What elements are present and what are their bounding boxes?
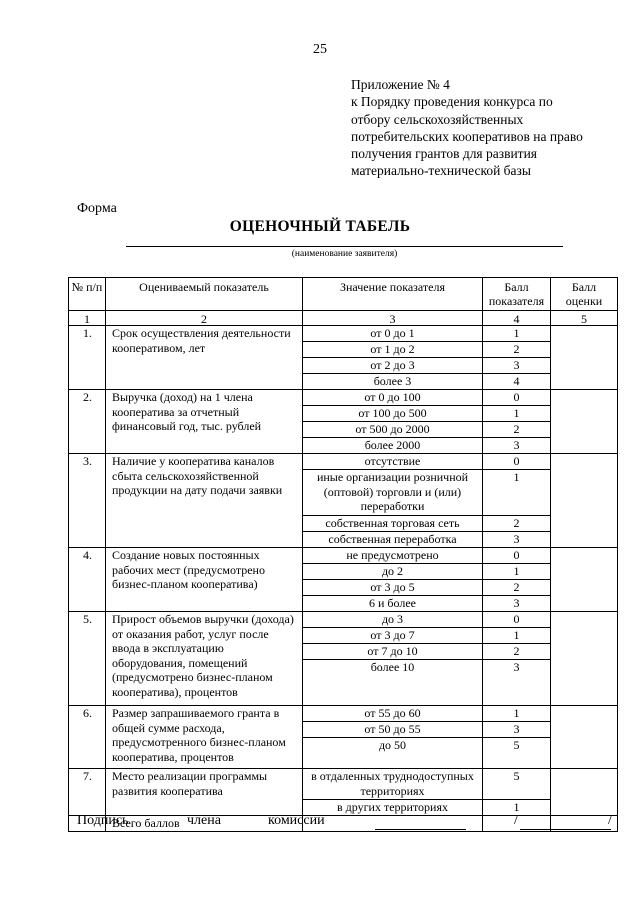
indicator-score: 5	[483, 769, 551, 800]
indicator-score: 1	[483, 470, 551, 516]
evaluation-table	[68, 277, 618, 832]
evaluation-table-body	[69, 326, 618, 832]
table-row	[69, 612, 618, 628]
indicator-value: отсутствие	[303, 454, 483, 470]
indicator-score: 0	[483, 548, 551, 564]
appendix-line: получения грантов для развития	[351, 146, 538, 162]
name-line	[520, 829, 611, 830]
indicator-score: 0	[483, 454, 551, 470]
table-row	[69, 326, 618, 342]
applicant-name-line	[126, 246, 563, 247]
indicator-score: 2	[483, 342, 551, 358]
indicator-value: собственная переработка	[303, 532, 483, 548]
indicator-value: в других территориях	[303, 800, 483, 816]
indicator-score: 2	[483, 580, 551, 596]
indicator-score: 2	[483, 516, 551, 532]
indicator-value: от 3 до 5	[303, 580, 483, 596]
grade-cell[interactable]	[551, 706, 618, 769]
appendix-line: Приложение № 4	[351, 77, 450, 92]
indicator-value: от 50 до 55	[303, 722, 483, 738]
table-row	[69, 769, 618, 800]
header-score: Балл показателя	[483, 278, 551, 311]
indicator-value: собственная торговая сеть	[303, 516, 483, 532]
form-label: Форма	[77, 201, 117, 216]
signature-line	[375, 829, 466, 830]
criterion-name: Место реализации программы развития кооператива	[106, 769, 303, 816]
signature-label: Подпись	[77, 813, 129, 828]
indicator-score: 2	[483, 422, 551, 438]
criterion-name: Размер запрашиваемого гранта в общей сумме расхода, предусмотренного бизнес-планом кооператива, процентов	[106, 706, 303, 769]
document-title: ОЦЕНОЧНЫЙ ТАБЕЛЬ	[229, 218, 411, 235]
table-row	[69, 454, 618, 470]
criterion-name: Создание новых постоянных рабочих мест (предусмотрено бизнес-планом кооператива)	[106, 548, 303, 612]
criterion-number: 3.	[69, 454, 106, 548]
column-number: 4	[483, 311, 551, 326]
indicator-value: от 100 до 500	[303, 406, 483, 422]
indicator-score: 3	[483, 660, 551, 706]
indicator-value: до 50	[303, 738, 483, 769]
grade-cell[interactable]	[551, 612, 618, 706]
indicator-score: 3	[483, 722, 551, 738]
indicator-value: до 3	[303, 612, 483, 628]
column-number: 1	[69, 311, 106, 326]
header-value: Значение показателя	[303, 278, 483, 311]
indicator-value: в отдаленных труднодоступных территориях	[303, 769, 483, 800]
criterion-number: 6.	[69, 706, 106, 769]
indicator-score: 2	[483, 644, 551, 660]
total-label: Всего баллов	[106, 816, 303, 832]
indicator-score: 5	[483, 738, 551, 769]
indicator-value: от 3 до 7	[303, 628, 483, 644]
criterion-name: Прирост объемов выручки (дохода) от оказания работ, услуг после ввода в эксплуатацию оборудования, помещений (предусмотрено бизнес-планом кооператива), процентов	[106, 612, 303, 706]
indicator-value: более 10	[303, 660, 483, 706]
appendix-line: потребительских кооперативов на право	[351, 128, 583, 144]
indicator-score: 1	[483, 326, 551, 342]
criterion-name: Выручка (доход) на 1 члена кооператива за отчетный финансовый год, тыс. рублей	[106, 390, 303, 454]
indicator-value: не предусмотрено	[303, 548, 483, 564]
appendix-line: к Порядку проведения конкурса по	[351, 94, 553, 110]
criterion-number: 5.	[69, 612, 106, 706]
table-row	[69, 390, 618, 406]
indicator-score: 3	[483, 596, 551, 612]
criterion-name: Срок осуществления деятельности кооперативом, лет	[106, 326, 303, 390]
indicator-value: от 0 до 100	[303, 390, 483, 406]
signature-member-word: члена	[187, 813, 221, 828]
column-number-row	[69, 311, 618, 326]
header-indicator: Оцениваемый показатель	[106, 278, 303, 311]
signature-row	[77, 813, 637, 833]
indicator-score: 3	[483, 358, 551, 374]
header-grade: Балл оценки	[551, 278, 618, 311]
grade-cell[interactable]	[551, 326, 618, 390]
indicator-score: 1	[483, 564, 551, 580]
indicator-value: 6 и более	[303, 596, 483, 612]
indicator-score: 3	[483, 438, 551, 454]
table-row	[69, 706, 618, 722]
criterion-number: 2.	[69, 390, 106, 454]
appendix-line: отбору сельскохозяйственных	[351, 111, 524, 127]
indicator-value: от 2 до 3	[303, 358, 483, 374]
criterion-number: 7.	[69, 769, 106, 816]
page-number: 25	[313, 42, 327, 57]
appendix-header	[351, 76, 631, 180]
signature-commission-word: комиссии	[268, 813, 325, 828]
table-header-row	[69, 278, 618, 311]
indicator-score: 3	[483, 532, 551, 548]
indicator-score: 4	[483, 374, 551, 390]
grade-cell[interactable]	[551, 769, 618, 816]
indicator-value: от 1 до 2	[303, 342, 483, 358]
grade-cell[interactable]	[551, 390, 618, 454]
signature-slash: /	[514, 813, 518, 828]
column-number: 2	[106, 311, 303, 326]
appendix-line: материально-технической базы	[351, 163, 531, 179]
table-row	[69, 548, 618, 564]
indicator-value: иные организации розничной (оптовой) торговли и (или) переработки	[303, 470, 483, 516]
signature-slash: /	[608, 813, 612, 828]
criterion-number: 4.	[69, 548, 106, 612]
indicator-value: от 7 до 10	[303, 644, 483, 660]
indicator-value: до 2	[303, 564, 483, 580]
indicator-score: 0	[483, 390, 551, 406]
column-number: 5	[551, 311, 618, 326]
header-num: № п/п	[69, 278, 106, 311]
grade-cell[interactable]	[551, 454, 618, 548]
indicator-value: от 55 до 60	[303, 706, 483, 722]
criterion-name: Наличие у кооператива каналов сбыта сельскохозяйственной продукции на дату подачи заявки	[106, 454, 303, 548]
grade-cell[interactable]	[551, 548, 618, 612]
indicator-value: более 2000	[303, 438, 483, 454]
indicator-score: 1	[483, 628, 551, 644]
indicator-score: 1	[483, 706, 551, 722]
indicator-score: 0	[483, 612, 551, 628]
indicator-value: от 0 до 1	[303, 326, 483, 342]
indicator-score: 1	[483, 800, 551, 816]
criterion-number: 1.	[69, 326, 106, 390]
indicator-value: от 500 до 2000	[303, 422, 483, 438]
column-number: 3	[303, 311, 483, 326]
applicant-caption: (наименование заявителя)	[291, 249, 398, 259]
indicator-score: 1	[483, 406, 551, 422]
indicator-value: более 3	[303, 374, 483, 390]
